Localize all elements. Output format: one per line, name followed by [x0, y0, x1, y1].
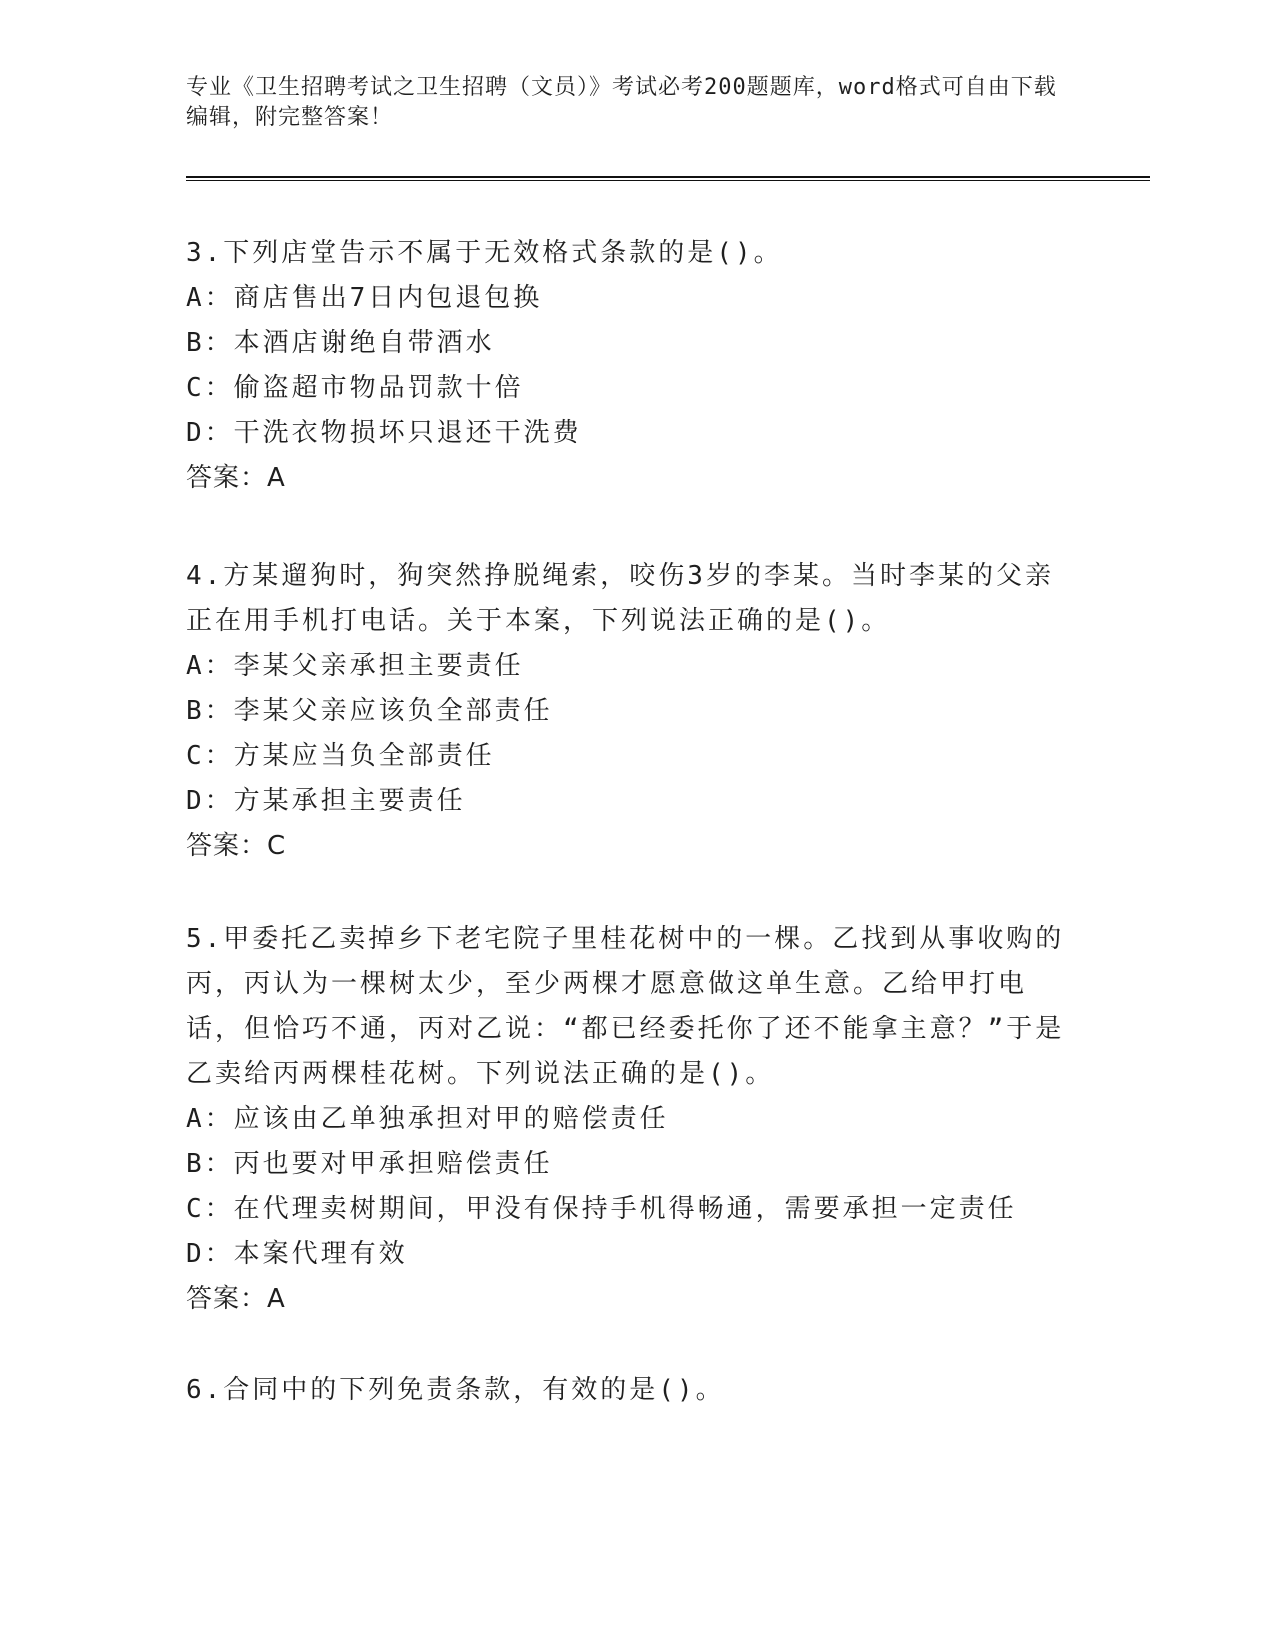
document-header: 专业《卫生招聘考试之卫生招聘（文员）》考试必考200题题库，word格式可自由下载编辑，附完整答案！ — [186, 75, 1057, 130]
question-5 — [186, 917, 1066, 1322]
option-b: B：丙也要对甲承担赔偿责任 — [186, 1149, 553, 1179]
header-divider — [186, 176, 1150, 181]
question-stem: 5.甲委托乙卖掉乡下老宅院子里桂花树中的一棵。乙找到从事收购的丙，丙认为一棵树太少，至少两棵才愿意做这单生意。乙给甲打电话，但恰巧不通，丙对乙说：“都已经委托你了还不能拿主意？”于是乙卖给丙两棵桂花树。下列说法正确的是()。 — [186, 924, 1065, 1089]
option-c: C：偷盗超市物品罚款十倍 — [186, 373, 524, 403]
option-d: D：干洗衣物损坏只退还干洗费 — [186, 418, 582, 448]
question-stem: 6.合同中的下列免责条款，有效的是()。 — [186, 1375, 725, 1405]
option-a: A：应该由乙单独承担对甲的赔偿责任 — [186, 1104, 669, 1134]
option-a: A：商店售出7日内包退包换 — [186, 283, 543, 313]
question-stem: 3.下列店堂告示不属于无效格式条款的是()。 — [186, 238, 783, 268]
option-c: C：在代理卖树期间，甲没有保持手机得畅通，需要承担一定责任 — [186, 1194, 1017, 1224]
question-6 — [186, 1368, 1066, 1413]
option-a: A：李某父亲承担主要责任 — [186, 651, 524, 681]
answer: 答案：C — [186, 831, 287, 861]
question-3 — [186, 231, 1066, 501]
option-b: B：本酒店谢绝自带酒水 — [186, 328, 495, 358]
question-4 — [186, 554, 1066, 869]
question-stem: 4.方某遛狗时，狗突然挣脱绳索，咬伤3岁的李某。当时李某的父亲正在用手机打电话。关于本案，下列说法正确的是()。 — [186, 561, 1054, 636]
answer: 答案：A — [186, 463, 286, 493]
option-c: C：方某应当负全部责任 — [186, 741, 495, 771]
answer: 答案：A — [186, 1284, 286, 1314]
option-d: D：方某承担主要责任 — [186, 786, 466, 816]
option-b: B：李某父亲应该负全部责任 — [186, 696, 553, 726]
option-d: D：本案代理有效 — [186, 1239, 408, 1269]
